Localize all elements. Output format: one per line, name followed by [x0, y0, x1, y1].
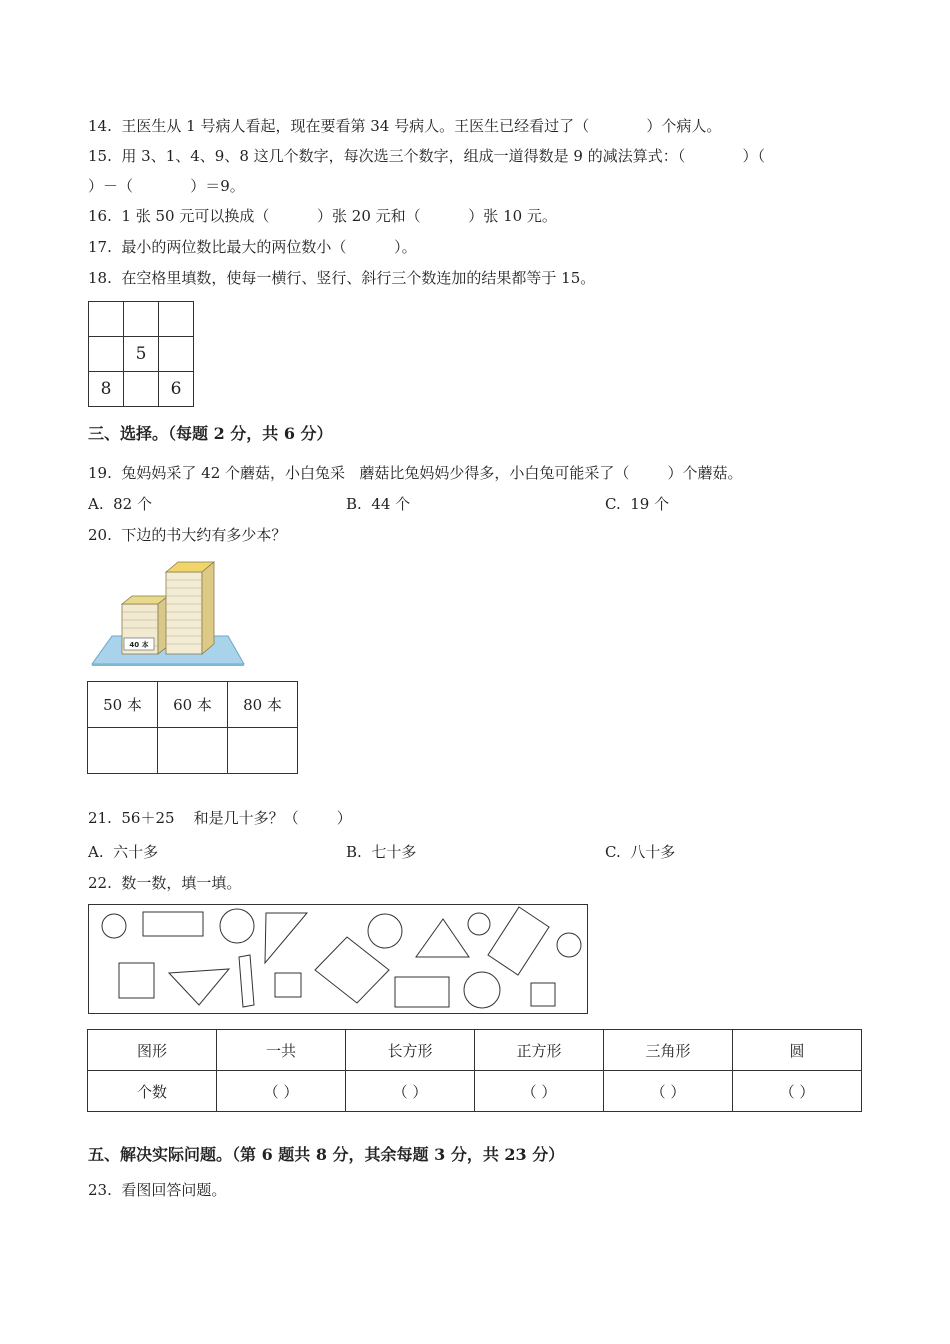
circle-shape: [468, 913, 490, 935]
rectangle-shape: [488, 907, 549, 975]
triangle-shape: [169, 969, 229, 1005]
triangle-shape: [416, 919, 469, 957]
book-label: 40 本: [129, 641, 149, 649]
row-head-count: 个数: [88, 1071, 217, 1112]
circle-shape: [368, 914, 402, 948]
magic-cell: 8: [89, 372, 124, 407]
magic-cell[interactable]: [89, 337, 124, 372]
q20-check-cell[interactable]: [228, 728, 298, 774]
magic-cell[interactable]: [124, 372, 159, 407]
question-16: 16. 1 张 50 元可以换成（ ）张 20 元和（ ）张 10 元。: [88, 207, 557, 225]
q19-option-c[interactable]: C. 19 个: [605, 495, 670, 513]
count-blank-square[interactable]: （ ）: [475, 1071, 604, 1112]
question-22: 22. 数一数，填一填。: [88, 874, 242, 892]
circle-shape: [220, 909, 254, 943]
header-shape: 图形: [88, 1030, 217, 1071]
square-shape: [119, 963, 154, 998]
rectangle-shape: [395, 977, 449, 1007]
question-15-line2: ）－（ ）＝9。: [88, 177, 245, 195]
question-15-line1: 15. 用 3、1、4、9、8 这几个数字，每次选三个数字，组成一道得数是 9 的减法算式：（ ）（: [88, 147, 765, 165]
q20-answer-table: [87, 681, 298, 774]
q19-option-b[interactable]: B. 44 个: [346, 495, 411, 513]
magic-cell: 5: [124, 337, 159, 372]
count-blank-circle[interactable]: （ ）: [733, 1071, 862, 1112]
count-blank-total[interactable]: （ ）: [217, 1071, 346, 1112]
q20-check-cell[interactable]: [158, 728, 228, 774]
shapes-drawing: [89, 905, 587, 1013]
question-14: 14. 王医生从 1 号病人看起，现在要看第 34 号病人。王医生已经看过了（ ）个病人。: [88, 117, 722, 135]
q20-check-cell[interactable]: [88, 728, 158, 774]
q21-option-c[interactable]: C. 八十多: [605, 843, 676, 861]
question-18: 18. 在空格里填数，使每一横行、竖行、斜行三个数连加的结果都等于 15。: [88, 269, 596, 287]
magic-cell[interactable]: [124, 302, 159, 337]
q22-count-table: [87, 1029, 862, 1112]
header-square: 正方形: [475, 1030, 604, 1071]
section-3-heading: 三、选择。（每题 2 分，共 6 分）: [88, 424, 333, 443]
header-rectangle: 长方形: [346, 1030, 475, 1071]
rectangle-shape: [143, 912, 203, 936]
question-17: 17. 最小的两位数比最大的两位数小（ ）。: [88, 238, 417, 256]
header-total: 一共: [217, 1030, 346, 1071]
circle-shape: [557, 933, 581, 957]
magic-cell[interactable]: [159, 302, 194, 337]
q21-option-a[interactable]: A. 六十多: [88, 843, 159, 861]
magic-cell[interactable]: [89, 302, 124, 337]
square-shape: [275, 973, 301, 997]
q20-choice-label: 80 本: [228, 682, 298, 728]
square-shape: [531, 983, 555, 1006]
magic-cell: 6: [159, 372, 194, 407]
header-circle: 圆: [733, 1030, 862, 1071]
rectangle-shape: [239, 955, 254, 1007]
triangle-shape: [265, 913, 307, 963]
q20-choice-label: 50 本: [88, 682, 158, 728]
circle-shape: [464, 972, 500, 1008]
count-blank-triangle[interactable]: （ ）: [604, 1071, 733, 1112]
circle-shape: [102, 914, 126, 938]
shapes-panel: [88, 904, 588, 1014]
question-23: 23. 看图回答问题。: [88, 1181, 227, 1199]
count-blank-rectangle[interactable]: （ ）: [346, 1071, 475, 1112]
question-21: 21. 56＋25 和是几十多？（ ）: [88, 809, 352, 827]
section-5-heading: 五、解决实际问题。（第 6 题共 8 分，其余每题 3 分，共 23 分）: [88, 1145, 565, 1164]
header-triangle: 三角形: [604, 1030, 733, 1071]
q21-option-b[interactable]: B. 七十多: [346, 843, 417, 861]
question-20: 20. 下边的书大约有多少本？: [88, 526, 287, 544]
q19-option-a[interactable]: A. 82 个: [88, 495, 152, 513]
book-stack-illustration: [88, 560, 248, 668]
magic-square-grid: [88, 301, 194, 407]
q20-choice-label: 60 本: [158, 682, 228, 728]
question-19: 19. 兔妈妈采了 42 个蘑菇，小白兔采 蘑菇比兔妈妈少得多，小白兔可能采了（ ）个蘑菇。: [88, 464, 743, 482]
magic-cell[interactable]: [159, 337, 194, 372]
